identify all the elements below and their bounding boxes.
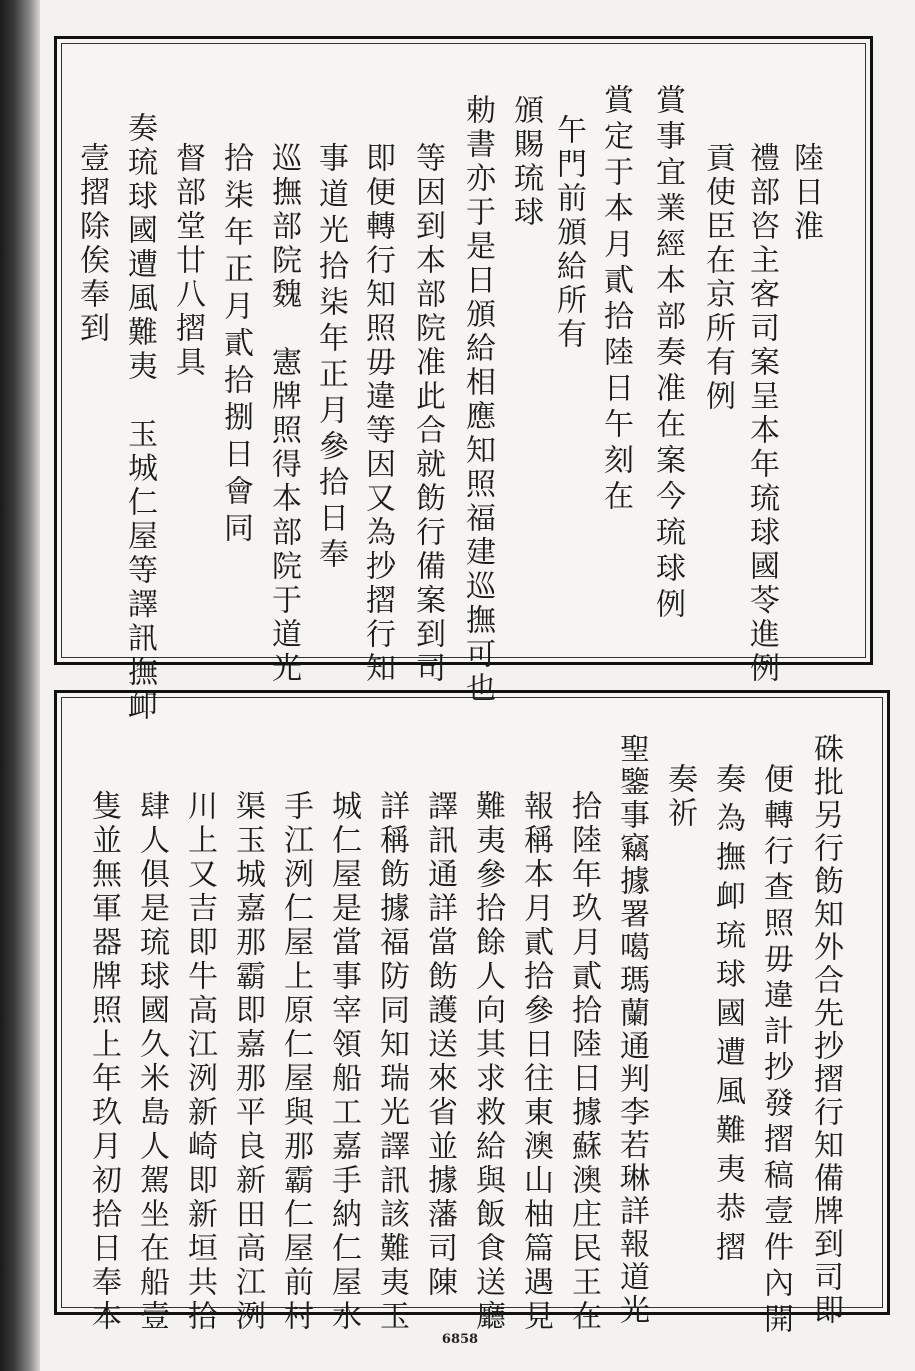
book-binding-shadow <box>0 0 40 1371</box>
top-column: 賞定于本月貳拾陸日午刻在 <box>598 84 633 516</box>
bottom-column: 硃批另行飭知外合先抄摺行知備牌到司即 <box>808 733 843 1327</box>
bottom-column: 川上又吉即牛高江洌新崎即新垣共拾 <box>182 790 217 1334</box>
bottom-column: 隻並無軍器牌照上年玖月初拾日奉本 <box>86 790 121 1334</box>
bottom-column: 難夷參拾餘人向其求救給與飯食送廳 <box>470 790 505 1334</box>
bottom-column: 便轉行查照毋違計抄發摺稿壹件內開 <box>758 763 793 1339</box>
top-column: 禮部咨主客司案呈本年琉球國苓進例 <box>744 142 779 686</box>
bottom-column: 奏祈 <box>662 763 697 831</box>
top-column: 等因到本部院准此合就飭行備案到司 <box>410 142 445 686</box>
bottom-column: 肆人俱是琉球國久米島人駕坐在船壹 <box>134 790 169 1334</box>
top-column: 陸日淮 <box>788 142 823 244</box>
top-column: 午門前頒給所有 <box>551 114 586 352</box>
top-column: 賞事宜業經本部奏准在案今琉球例 <box>650 84 685 624</box>
bottom-column: 報稱本月貳拾參日往東澳山柚篇遇見 <box>518 790 553 1334</box>
page-number: 6858 <box>441 1332 479 1347</box>
bottom-column: 詳稱飭據福防同知瑞光譯訊該難夷玉 <box>374 790 409 1334</box>
top-column: 事道光拾柒年正月參拾日奉 <box>313 142 348 574</box>
bottom-column: 聖鑒事竊據署噶瑪蘭通判李若琳詳報道光 <box>614 733 649 1327</box>
top-column: 勅書亦于是日頒給相應知照福建巡撫可也 <box>460 94 495 706</box>
bottom-column: 渠玉城嘉那霸即嘉那平良新田高江洌 <box>230 790 265 1334</box>
top-column: 頒賜琉球 <box>508 94 543 230</box>
bottom-column: 手江洌仁屋上原仁屋與那霸仁屋前村 <box>278 790 313 1334</box>
bottom-column: 城仁屋是當事宰領船工嘉手納仁屋水 <box>326 790 361 1334</box>
top-column: 奏琉球國遭風難夷 玉城仁屋等譯訊撫卹 <box>122 112 157 724</box>
top-column: 巡撫部院魏 憲牌照得本部院于道光 <box>266 142 301 686</box>
bottom-column: 譯訊通詳當飭護送來省並據藩司陳 <box>422 790 457 1300</box>
top-column: 即便轉行知照毋違等因又為抄摺行知 <box>360 142 395 686</box>
top-column: 拾柒年正月貳拾捌日會同 <box>218 142 253 549</box>
bottom-column: 奏為撫卹琉球國遭風難夷恭摺 <box>710 763 745 1270</box>
top-column: 壹摺除俟奉到 <box>74 142 109 346</box>
bottom-column: 拾陸年玖月貳拾陸日據蘇澳庄民王在 <box>566 790 601 1334</box>
top-column: 貢使臣在京所有例 <box>700 142 735 414</box>
top-column: 督部堂廿八摺具 <box>170 142 205 380</box>
